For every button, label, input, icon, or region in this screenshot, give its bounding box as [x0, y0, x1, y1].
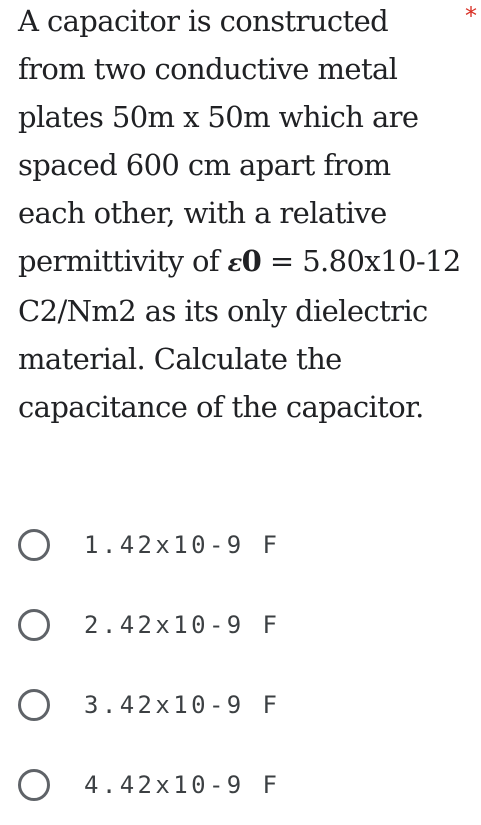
epsilon-symbol: ε — [227, 248, 242, 277]
answer-option-4[interactable] — [0, 745, 481, 825]
question-text — [18, 0, 463, 431]
epsilon-subscript: 0 — [241, 244, 262, 278]
answer-option-2[interactable] — [0, 585, 481, 665]
radio-button-icon[interactable] — [18, 529, 50, 561]
answer-option-label: 2.42x10-9 F — [84, 611, 281, 639]
question-text-part1: A capacitor is constructed from two conductive metal plates 50m x 50m which are spaced 600 cm apart from each other, with a relative permittivity of — [18, 4, 419, 278]
question-text-part2: = 5.80x10-12 C2/Nm2 as its only dielectric material. Calculate the capacitance of the capacitor. — [18, 244, 461, 424]
answer-option-label: 4.42x10-9 F — [84, 771, 281, 799]
answer-option-1[interactable] — [0, 505, 481, 585]
required-asterisk: * — [465, 2, 477, 30]
answer-option-label: 1.42x10-9 F — [84, 531, 281, 559]
radio-button-icon[interactable] — [18, 609, 50, 641]
radio-button-icon[interactable] — [18, 769, 50, 801]
answer-option-label: 3.42x10-9 F — [84, 691, 281, 719]
radio-button-icon[interactable] — [18, 689, 50, 721]
answer-option-3[interactable] — [0, 665, 481, 745]
